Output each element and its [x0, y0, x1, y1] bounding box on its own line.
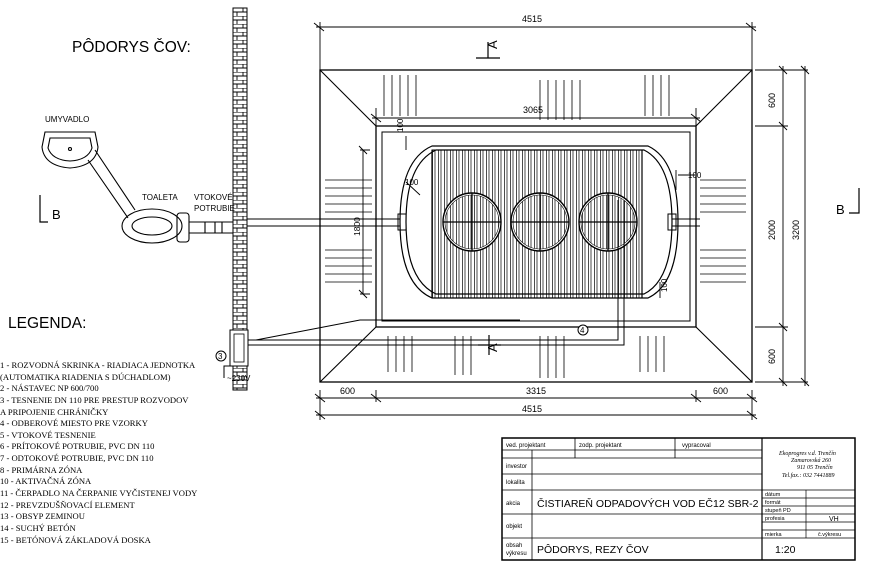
tb-obsah-value: PÔDORYS, REZY ČOV [537, 544, 649, 556]
dim-left-height: 1800 [352, 217, 362, 236]
toilet-icon [122, 209, 233, 243]
voltage-label: ~230V [227, 374, 251, 383]
tb-objekt: objekt [506, 524, 523, 530]
dim-right-top: 600 [767, 92, 777, 108]
section-b-left-label: B [52, 207, 61, 222]
tb-company-1: Ekoprogres v.d. Trenčín [779, 451, 836, 457]
dim-inner-width: 3065 [523, 105, 544, 115]
aeration-disc-1 [443, 193, 501, 251]
inlet-pipe-label-2: POTRUBIE [194, 204, 235, 213]
aeration-disc-3 [579, 193, 637, 251]
tb-scale-value: 1:20 [775, 544, 796, 556]
legend-item: 7 - ODTOKOVÉ POTRUBIE, PVC DN 110 [0, 453, 154, 464]
legend-title: LEGENDA: [8, 315, 87, 332]
dim-bottom-right: 600 [713, 386, 729, 396]
control-box [230, 330, 248, 366]
section-a-top-label: A [485, 40, 500, 49]
legend-item: (AUTOMATIKA RIADENIA S DÚCHADLOM) [0, 371, 171, 382]
legend-item: 13 - OBSYP ZEMINOU [0, 511, 85, 522]
callout-4-label: 4 [580, 326, 585, 335]
dim-right-overall: 3200 [791, 219, 801, 240]
tb-company-4: Tel.fax.: 032 7441889 [782, 473, 835, 479]
tb-profesia-value: VH [829, 516, 839, 523]
aeration-disc-2 [511, 193, 569, 251]
dim-mid-left-small: 100 [405, 178, 419, 187]
dim-right-bottom: 600 [767, 348, 777, 364]
tb-akcia-value: ČISTIAREŇ ODPADOVÝCH VOD EČ12 SBR-2 [537, 498, 759, 510]
tb-ved-projektant: ved. projektant [506, 443, 546, 449]
legend-item: A PRIPOJENIE CHRÁNIČKY [0, 406, 109, 417]
tb-company-3: 911 05 Trenčín [797, 465, 833, 471]
legend-item: 15 - BETÓNOVÁ ZÁKLADOVÁ DOSKA [0, 534, 151, 545]
washbasin-label: UMYVADLO [45, 115, 90, 124]
legend-item: 8 - PRIMÁRNA ZÓNA [0, 464, 83, 475]
tb-format: formát [765, 500, 781, 506]
dim-bottom-left: 600 [340, 386, 356, 396]
dim-right-small-mid: 100 [660, 278, 669, 292]
dim-right-middle: 2000 [767, 219, 777, 240]
dim-right-small-top: 100 [688, 171, 702, 180]
legend-item: 12 - PREVZDUŠŇOVACÍ ELEMENT [0, 499, 135, 510]
legend-item: 14 - SUCHÝ BETÓN [0, 522, 76, 533]
section-b-right-label: B [836, 202, 845, 217]
section-a-bottom-label: A [485, 343, 500, 352]
toilet-label: TOALETA [142, 193, 178, 202]
dim-upper-left-small: 100 [396, 118, 405, 132]
tb-c-vykresu: č.výkresu [818, 532, 842, 538]
legend-item: 4 - ODBEROVÉ MIESTO PRE VZORKY [0, 418, 148, 429]
plan-title: PÔDORYS ČOV: [72, 39, 191, 56]
tb-stupen: stupeň PD [765, 508, 791, 514]
callout-3-label: 3 [218, 352, 223, 361]
tb-datum: dátum [765, 492, 781, 498]
washbasin-icon [42, 132, 135, 218]
tb-company-2: Zamarovská 260 [791, 458, 831, 464]
legend-item: 6 - PRÍTOKOVÉ POTRUBIE, PVC DN 110 [0, 441, 155, 452]
tb-zodp-projektant: zodp. projektant [579, 443, 622, 449]
tb-lokalita: lokalita [506, 480, 525, 486]
tb-obsah-2: výkresu [506, 551, 527, 557]
tb-mierka: mierka [765, 532, 782, 538]
legend-list [0, 360, 197, 546]
dim-bottom-overall: 4515 [522, 404, 543, 414]
legend-item: 1 - ROZVODNÁ SKRINKA - RIADIACA JEDNOTKA [0, 360, 196, 370]
section-mark-b-left [40, 195, 48, 222]
legend-item: 2 - NÁSTAVEC NP 600/700 [0, 383, 99, 394]
section-mark-b-right [849, 188, 859, 213]
dim-top-overall: 4515 [522, 14, 543, 24]
dim-bottom-inner: 3315 [526, 386, 547, 396]
legend-item: 3 - TESNENIE DN 110 PRE PRESTUP ROZVODOV [0, 394, 189, 405]
tb-investor: investor [506, 464, 528, 470]
legend-item: 10 - AKTIVAČNÁ ZÓNA [0, 476, 92, 487]
tb-obsah-1: obsah [506, 543, 523, 549]
legend-item: 11 - ČERPADLO NA ČERPANIE VYČISTENEJ VODY [0, 488, 198, 499]
inlet-pipe-label-1: VTOKOVÉ [194, 193, 233, 202]
tb-vypracoval: vypracoval [682, 443, 711, 449]
legend-item: 5 - VTOKOVÉ TESNENIE [0, 429, 96, 440]
tb-akcia: akcia [506, 501, 521, 507]
tb-profesia: profesia [765, 516, 785, 522]
